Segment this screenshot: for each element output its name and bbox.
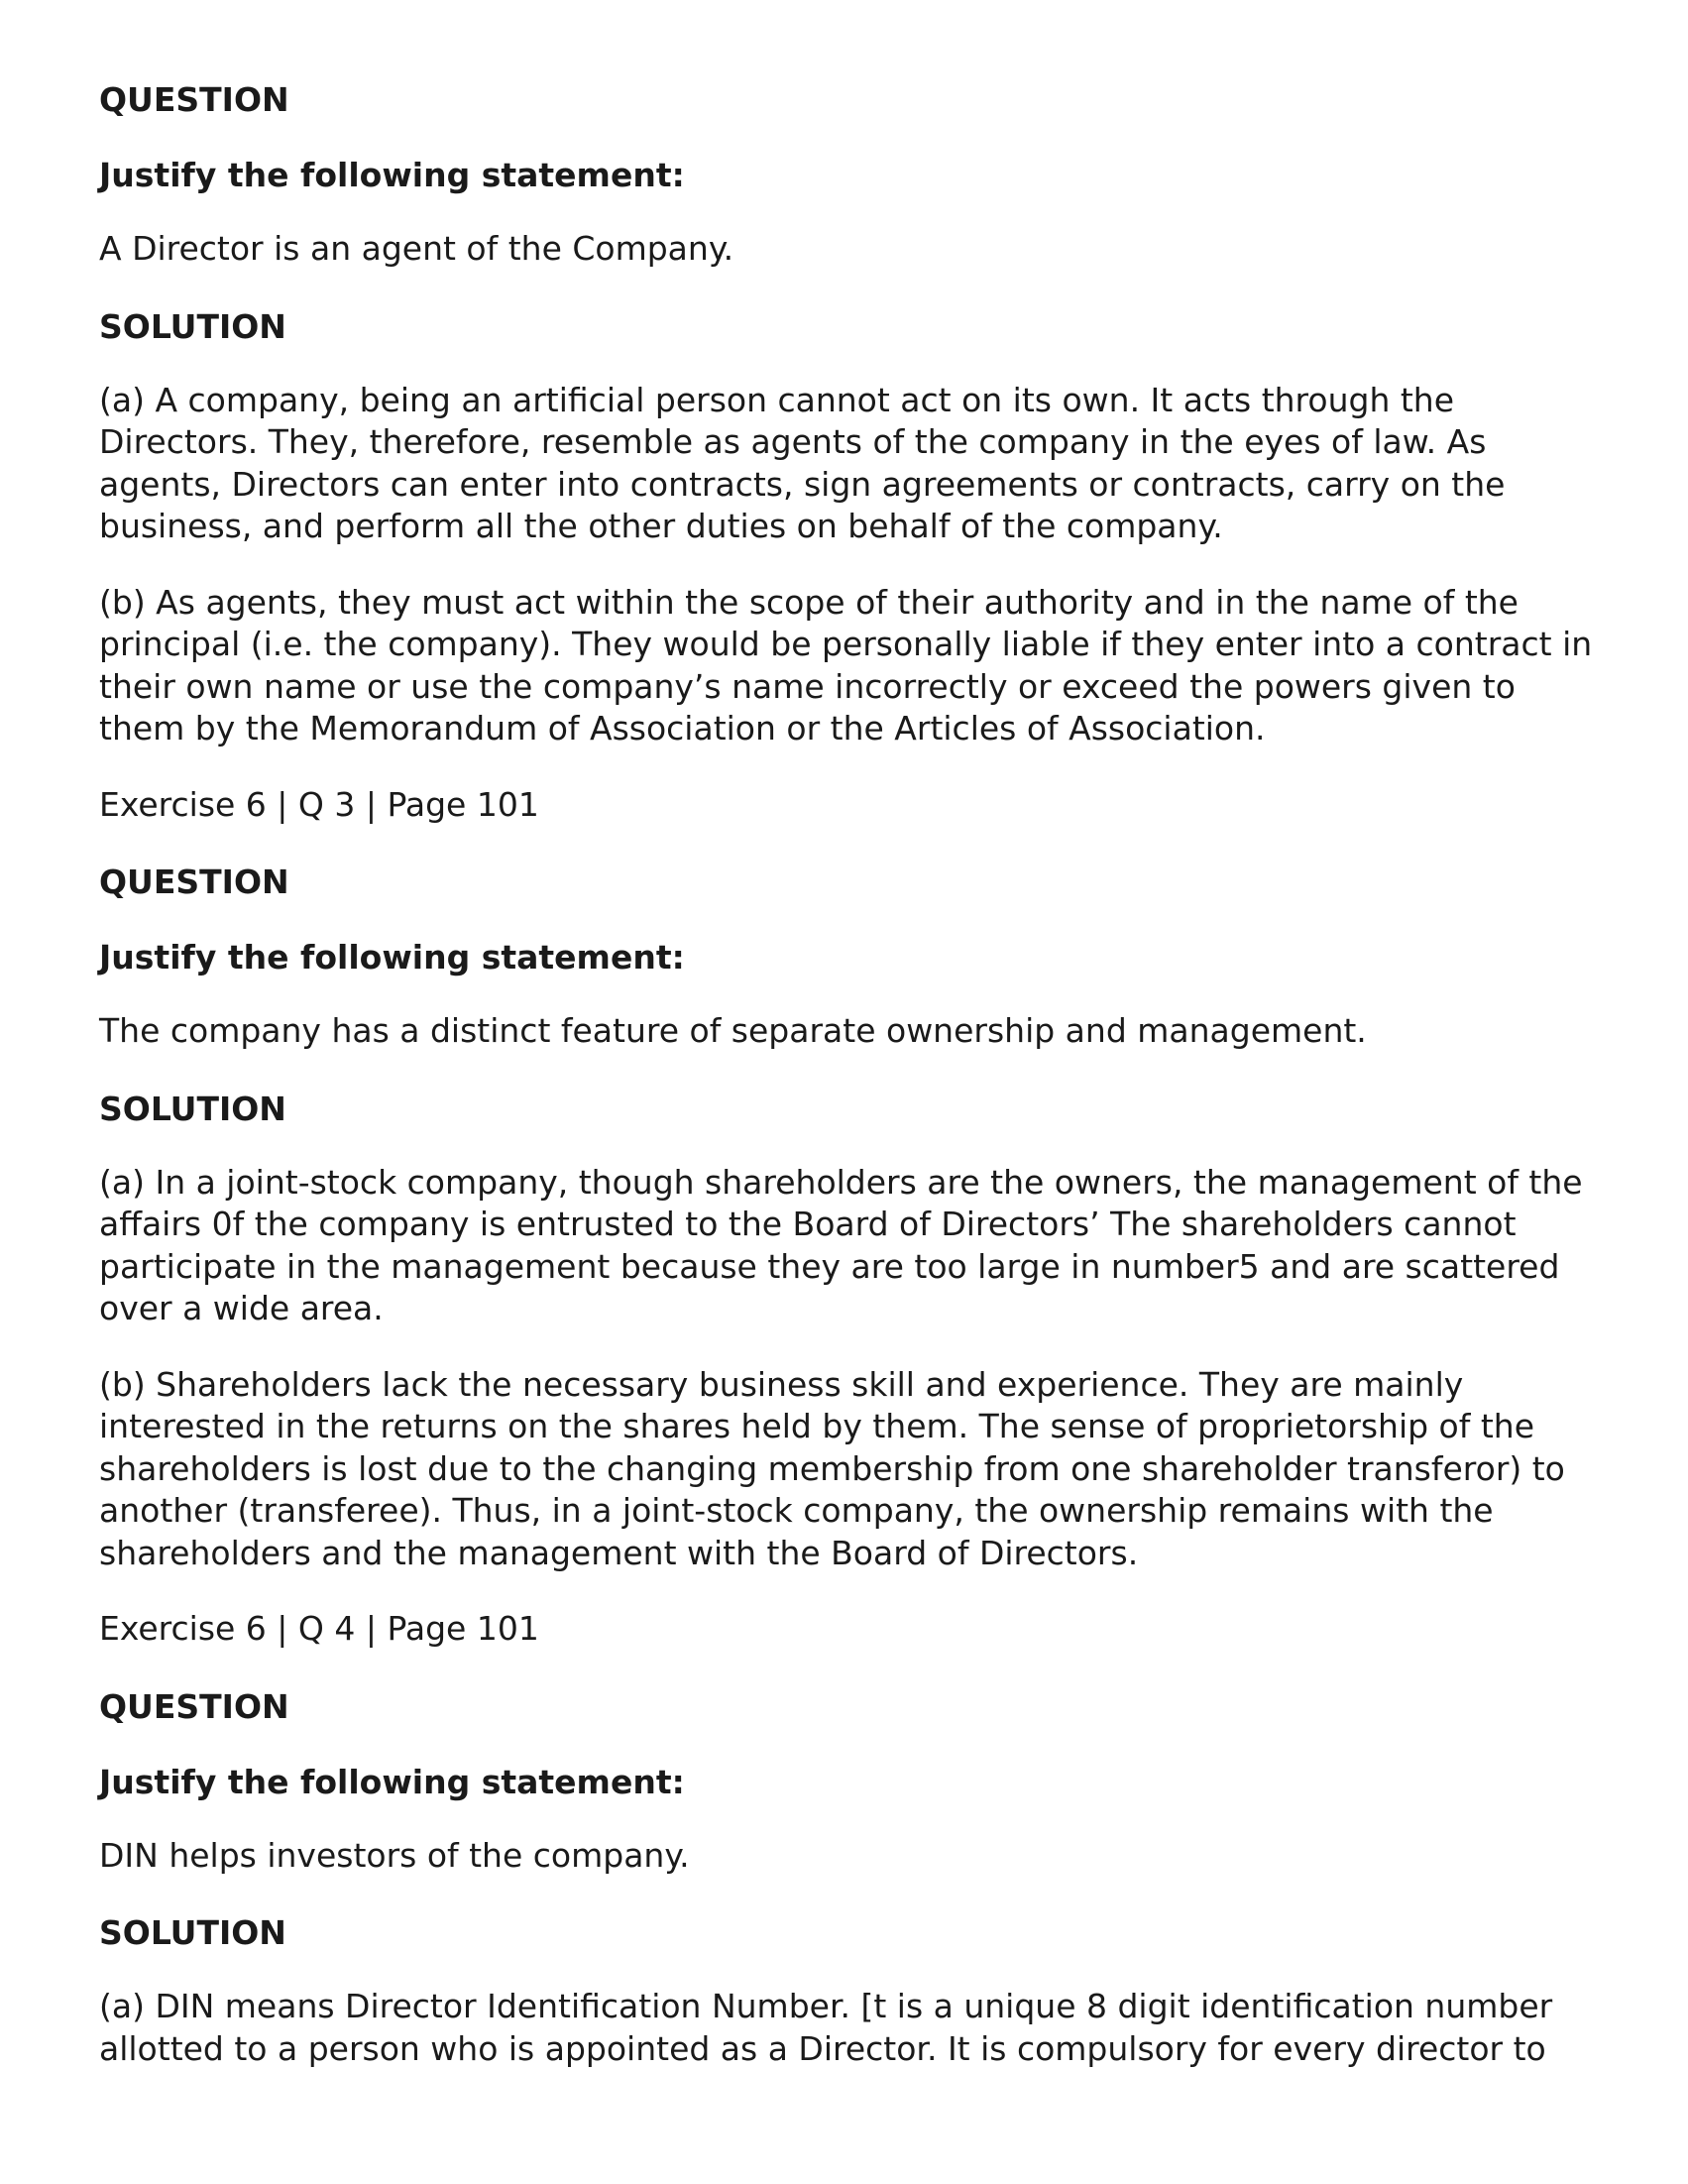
question-statement: DIN helps investors of the company. <box>99 1835 690 1875</box>
exercise-reference: Exercise 6 | Q 4 | Page 101 <box>99 1609 539 1648</box>
question-heading: QUESTION <box>99 862 289 901</box>
solution-heading: SOLUTION <box>99 306 286 346</box>
question-statement: A Director is an agent of the Company. <box>99 229 734 268</box>
exercise-reference: Exercise 6 | Q 3 | Page 101 <box>99 784 539 824</box>
question-heading: QUESTION <box>99 1686 289 1726</box>
question-statement: The company has a distinct feature of separate ownership and management. <box>99 1011 1367 1050</box>
question-heading: QUESTION <box>99 80 289 119</box>
question-block-2 <box>99 860 1606 1651</box>
solution-paragraph-b: (b) As agents, they must act within the scope of their authority and in the name of the principal (i.e. the company). They would be personally liable if they enter into a contract in their own name or use the company’s name incorrectly or exceed the powers given to them by the Memorandum of Association or the Articles of Association. <box>99 582 1593 747</box>
document-page <box>99 77 1606 2104</box>
solution-paragraph-a: (a) A company, being an artificial person cannot act on its own. It acts through the Directors. They, therefore, resemble as agents of the company in the eyes of law. As agents, Directors can enter into contracts, sign agreements or contracts, carry on the business, and perform all the other duties on behalf of the company. <box>99 380 1506 545</box>
question-prompt: Justify the following statement: <box>99 938 685 977</box>
solution-heading: SOLUTION <box>99 1913 286 1952</box>
question-prompt: Justify the following statement: <box>99 1762 685 1801</box>
solution-paragraph-a: (a) DIN means Director Identification Number. [t is a unique 8 digit identification number allotted to a person who is appointed as a Director. It is compulsory for every director to <box>99 1987 1553 2068</box>
solution-paragraph-b: (b) Shareholders lack the necessary business skill and experience. They are mainly interested in the returns on the shares held by them. The sense of proprietorship of the shareholders is lost due to the changing membership from one shareholder transferor) to another (transferee). Thus, in a joint-stock company, the ownership remains with the shareholders and the management with the Board of Directors. <box>99 1364 1565 1572</box>
question-block-3 <box>99 1684 1606 2071</box>
question-prompt: Justify the following statement: <box>99 156 685 194</box>
solution-paragraph-a: (a) In a joint-stock company, though shareholders are the owners, the management of the affairs 0f the company is entrusted to the Board of Directors’ The shareholders cannot participate in the management because they are too large in number5 and are scattered over a wide area. <box>99 1162 1583 1327</box>
question-block-1 <box>99 77 1606 826</box>
solution-heading: SOLUTION <box>99 1089 286 1128</box>
